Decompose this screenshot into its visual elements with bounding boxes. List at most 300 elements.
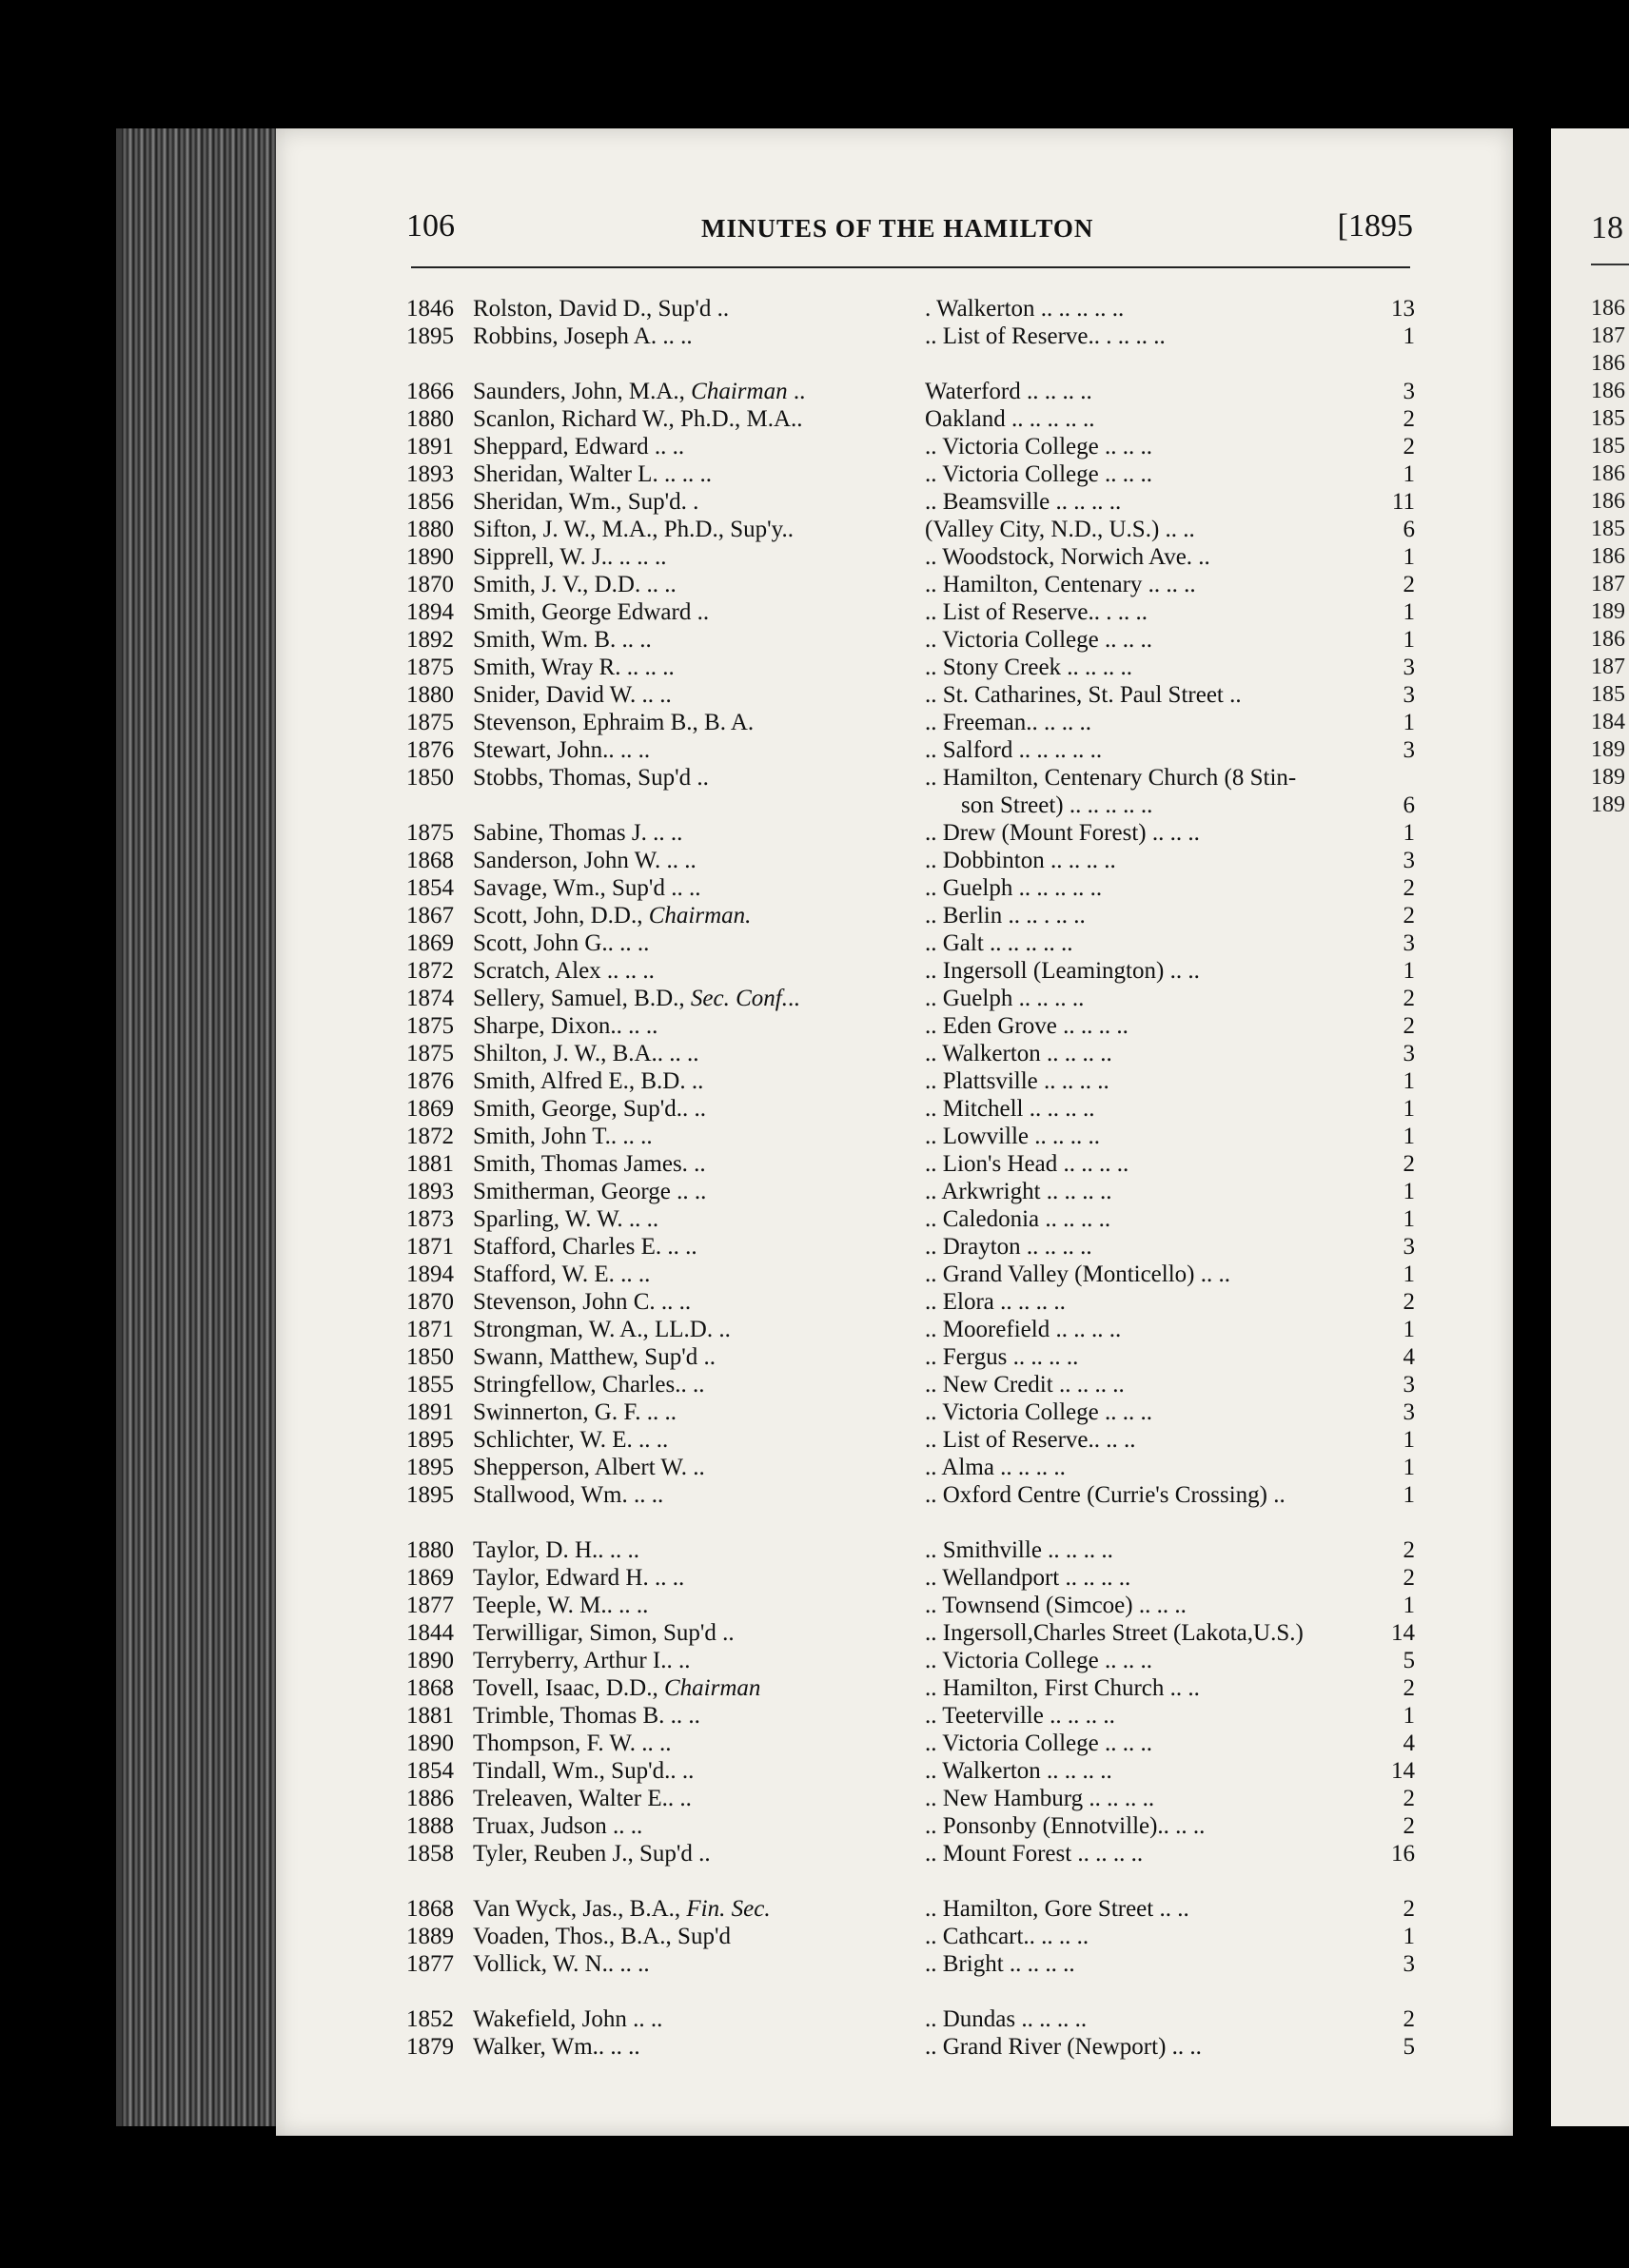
entry-name: Sipprell, W. J.. .. .. ..	[473, 544, 667, 570]
entry-row	[406, 1234, 1434, 1261]
entry-year: 1854	[406, 1758, 454, 1784]
entry-row	[406, 406, 1434, 434]
entry-row	[406, 379, 1434, 406]
entry-name: Thompson, F. W. .. ..	[473, 1730, 672, 1756]
entry-name: Smith, J. V., D.D. .. ..	[473, 572, 677, 597]
entry-station: .. Bright .. .. .. ..	[925, 1951, 1075, 1977]
next-page-year: 186	[1591, 379, 1625, 403]
entry-year: 1874	[406, 986, 454, 1011]
entry-station: .. Walkerton .. .. .. ..	[925, 1758, 1112, 1784]
entry-name: Terryberry, Arthur I.. ..	[473, 1648, 691, 1673]
entry-year: 1892	[406, 627, 454, 653]
entry-name: Smith, George, Sup'd.. ..	[473, 1096, 707, 1122]
entry-row	[406, 599, 1434, 627]
entry-years-count: 2	[1403, 875, 1415, 901]
entry-years-count: 14	[1391, 1620, 1415, 1646]
next-page-rule	[1591, 264, 1629, 265]
entry-station: .. Ponsonby (Ennotville).. .. ..	[925, 1813, 1206, 1839]
entry-year: 1877	[406, 1593, 454, 1618]
entry-station: .. Stony Creek .. .. .. ..	[925, 655, 1133, 680]
entry-name: Shilton, J. W., B.A.. .. ..	[473, 1041, 699, 1066]
entry-station: .. Teeterville .. .. .. ..	[925, 1703, 1115, 1729]
entry-name: Sparling, W. W. .. ..	[473, 1206, 659, 1232]
entry-year: 1893	[406, 1179, 454, 1204]
next-page-year: 186	[1591, 544, 1625, 569]
entry-years-count: 1	[1403, 1261, 1415, 1287]
entry-years-count: 3	[1403, 848, 1415, 873]
entry-year: 1886	[406, 1786, 454, 1811]
entry-year: 1880	[406, 517, 454, 542]
next-page-year: 184	[1591, 710, 1625, 734]
entry-name: Swann, Matthew, Sup'd ..	[473, 1344, 716, 1370]
book-page-edges	[116, 128, 282, 2126]
entry-row	[406, 323, 1434, 351]
entry-row	[406, 903, 1434, 930]
entry-year: 1876	[406, 1068, 454, 1094]
entry-office: Chairman	[691, 379, 788, 404]
entry-name: Smith, John T.. .. ..	[473, 1124, 653, 1149]
entry-row	[406, 848, 1434, 875]
entry-row	[406, 765, 1434, 792]
entry-row	[406, 1786, 1434, 1813]
entry-years-count: 14	[1391, 1758, 1415, 1784]
entry-station: .. Hamilton, Centenary .. .. ..	[925, 572, 1196, 597]
entry-row	[406, 489, 1434, 517]
entry-years-count: 3	[1403, 930, 1415, 956]
entry-station: .. Plattsville .. .. .. ..	[925, 1068, 1109, 1094]
entry-year: 1889	[406, 1924, 454, 1949]
entry-row	[406, 737, 1434, 765]
entry-year: 1877	[406, 1951, 454, 1977]
entry-years-count: 1	[1403, 958, 1415, 984]
entry-year: 1876	[406, 737, 454, 763]
entry-year: 1844	[406, 1620, 454, 1646]
entry-station: .. Victoria College .. .. ..	[925, 1730, 1152, 1756]
entry-row	[406, 986, 1434, 1013]
entry-row	[406, 1261, 1434, 1289]
entry-name: Sifton, J. W., M.A., Ph.D., Sup'y..	[473, 517, 794, 542]
entry-year: 1880	[406, 1537, 454, 1563]
entry-station: .. Lowville .. .. .. ..	[925, 1124, 1101, 1149]
entry-station: .. Drew (Mount Forest) .. .. ..	[925, 820, 1200, 846]
entry-name: Sanderson, John W. .. ..	[473, 848, 697, 873]
entry-name: Sharpe, Dixon.. .. ..	[473, 1013, 658, 1039]
entry-name: Snider, David W. .. ..	[473, 682, 672, 708]
entry-station: .. Guelph .. .. .. ..	[925, 986, 1085, 1011]
entry-station: .. Drayton .. .. .. ..	[925, 1234, 1092, 1260]
entry-year: 1871	[406, 1234, 454, 1260]
entry-year: 1875	[406, 1041, 454, 1066]
entry-year: 1895	[406, 1427, 454, 1453]
entry-name: Scanlon, Richard W., Ph.D., M.A..	[473, 406, 803, 432]
entry-years-count: 3	[1403, 655, 1415, 680]
entry-years-count: 13	[1391, 296, 1415, 322]
page-year: [1895	[1337, 208, 1413, 244]
entry-station: Waterford .. .. .. ..	[925, 379, 1092, 404]
page-header	[406, 203, 1413, 250]
entry-row	[406, 1841, 1434, 1868]
entry-office: Chairman.	[648, 903, 752, 929]
entry-row	[406, 1703, 1434, 1730]
entry-station: .. Elora .. .. .. ..	[925, 1289, 1066, 1315]
entry-station: .. List of Reserve.. . .. .. ..	[925, 323, 1166, 349]
entry-years-count: 3	[1403, 379, 1415, 404]
entry-years-count: 2	[1403, 1786, 1415, 1811]
entry-year: 1846	[406, 296, 454, 322]
entry-years-count: 1	[1403, 1427, 1415, 1453]
entry-name: Savage, Wm., Sup'd .. ..	[473, 875, 701, 901]
entry-row	[406, 1730, 1434, 1758]
entry-name: Taylor, D. H.. .. ..	[473, 1537, 639, 1563]
entry-years-count: 1	[1403, 820, 1415, 846]
entry-name: Saunders, John, M.A., Chairman ..	[473, 379, 806, 404]
entry-years-count: 5	[1403, 1648, 1415, 1673]
entry-row	[406, 710, 1434, 737]
entry-year: 1893	[406, 461, 454, 487]
next-page-fragment	[1551, 128, 1629, 2126]
entry-years-count: 1	[1403, 1124, 1415, 1149]
entry-row	[406, 1648, 1434, 1675]
entry-year: 1890	[406, 544, 454, 570]
entry-years-count: 2	[1403, 1537, 1415, 1563]
entry-years-count: 1	[1403, 1096, 1415, 1122]
entry-row	[406, 958, 1434, 986]
next-page-year: 186	[1591, 627, 1625, 652]
page-number: 106	[406, 208, 455, 244]
entry-row	[406, 1924, 1434, 1951]
entry-station: .. Freeman.. .. .. ..	[925, 710, 1091, 735]
entry-name: Smitherman, George .. ..	[473, 1179, 707, 1204]
entry-years-count: 1	[1403, 323, 1415, 349]
entry-years-count: 3	[1403, 1234, 1415, 1260]
entry-row	[406, 1758, 1434, 1786]
entry-name: Teeple, W. M.. .. ..	[473, 1593, 649, 1618]
entry-row	[406, 1399, 1434, 1427]
entry-year: 1875	[406, 1013, 454, 1039]
entry-station: .. Mitchell .. .. .. ..	[925, 1096, 1095, 1122]
entry-years-count: 1	[1403, 1924, 1415, 1949]
header-rule	[411, 266, 1410, 268]
section-gap	[406, 351, 1434, 379]
entry-year: 1894	[406, 1261, 454, 1287]
entry-name: Smith, Thomas James. ..	[473, 1151, 706, 1177]
entry-row	[406, 1896, 1434, 1924]
section-gap	[406, 1510, 1434, 1537]
entry-station: .. Arkwright .. .. .. ..	[925, 1179, 1112, 1204]
entry-row	[406, 2034, 1434, 2062]
entry-name: Smith, Alfred E., B.D. ..	[473, 1068, 704, 1094]
entry-station: .. St. Catharines, St. Paul Street ..	[925, 682, 1242, 708]
entry-station: .. Walkerton .. .. .. ..	[925, 1041, 1112, 1066]
entry-name: Terwilligar, Simon, Sup'd ..	[473, 1620, 735, 1646]
entry-year: 1850	[406, 765, 454, 791]
entry-name: Scott, John G.. .. ..	[473, 930, 650, 956]
entry-station: .. Grand Valley (Monticello) .. ..	[925, 1261, 1230, 1287]
entry-station: . Walkerton .. .. .. .. ..	[925, 296, 1125, 322]
entry-year: 1869	[406, 1096, 454, 1122]
entry-office: Sec. Conf.	[690, 986, 788, 1011]
next-page-year: 187	[1591, 572, 1625, 596]
entry-years-count: 2	[1403, 1565, 1415, 1591]
entry-name: Smith, Wray R. .. .. ..	[473, 655, 675, 680]
entry-year: 1868	[406, 1896, 454, 1922]
entry-station: .. Hamilton, First Church .. ..	[925, 1675, 1200, 1701]
entry-years-count: 3	[1403, 1372, 1415, 1398]
entry-years-count: 2	[1403, 1151, 1415, 1177]
entry-year: 1871	[406, 1317, 454, 1342]
entry-years-count: 3	[1403, 1041, 1415, 1066]
next-page-year: 187	[1591, 323, 1625, 348]
entry-station: .. Townsend (Simcoe) .. .. ..	[925, 1593, 1187, 1618]
entry-station: .. Cathcart.. .. .. ..	[925, 1924, 1089, 1949]
entry-year: 1890	[406, 1648, 454, 1673]
entry-name: Sheridan, Wm., Sup'd. .	[473, 489, 699, 515]
entry-name: Scratch, Alex .. .. ..	[473, 958, 655, 984]
entry-year: 1867	[406, 903, 454, 929]
station-list	[406, 296, 1434, 2062]
entry-station: .. New Credit .. .. .. ..	[925, 1372, 1125, 1398]
entry-year: 1869	[406, 930, 454, 956]
entry-name: Stafford, Charles E. .. ..	[473, 1234, 697, 1260]
entry-station: .. Eden Grove .. .. .. ..	[925, 1013, 1129, 1039]
entry-years-count: 2	[1403, 434, 1415, 459]
entry-years-count: 2	[1403, 1289, 1415, 1315]
entry-years-count: 6	[1403, 517, 1415, 542]
entry-name: Tindall, Wm., Sup'd.. ..	[473, 1758, 695, 1784]
entry-row	[406, 1951, 1434, 1979]
entry-year: 1872	[406, 958, 454, 984]
entry-year: 1895	[406, 323, 454, 349]
entry-years-count: 2	[1403, 1813, 1415, 1839]
entry-name: Swinnerton, G. F. .. ..	[473, 1399, 677, 1425]
entry-row	[406, 1620, 1434, 1648]
entry-year: 1869	[406, 1565, 454, 1591]
entry-station: son Street) .. .. .. .. ..	[961, 792, 1153, 818]
entry-years-count: 2	[1403, 572, 1415, 597]
entry-station: .. Ingersoll (Leamington) .. ..	[925, 958, 1200, 984]
entry-row	[406, 1537, 1434, 1565]
next-page-header: 18	[1591, 210, 1623, 245]
entry-station: .. Oxford Centre (Currie's Crossing) ..	[925, 1482, 1286, 1508]
entry-row	[406, 1593, 1434, 1620]
next-page-year: 185	[1591, 682, 1625, 707]
entry-years-count: 2	[1403, 1675, 1415, 1701]
entry-years-count: 1	[1403, 1455, 1415, 1480]
entry-year: 1870	[406, 1289, 454, 1315]
entry-name: Scott, John, D.D., Chairman.	[473, 903, 752, 929]
entry-years-count: 3	[1403, 1399, 1415, 1425]
entry-row	[406, 296, 1434, 323]
entry-year: 1891	[406, 434, 454, 459]
entry-row	[406, 1427, 1434, 1455]
entry-years-count: 1	[1403, 599, 1415, 625]
entry-year: 1881	[406, 1703, 454, 1729]
entry-station: .. Woodstock, Norwich Ave. ..	[925, 544, 1210, 570]
entry-name: Stringfellow, Charles.. ..	[473, 1372, 705, 1398]
entry-years-count: 4	[1403, 1730, 1415, 1756]
entry-years-count: 4	[1403, 1344, 1415, 1370]
entry-year: 1866	[406, 379, 454, 404]
entry-station: .. Victoria College .. .. ..	[925, 1648, 1152, 1673]
entry-years-count: 2	[1403, 903, 1415, 929]
entry-station: .. Victoria College .. .. ..	[925, 627, 1152, 653]
entry-row	[406, 1344, 1434, 1372]
next-page-year: 189	[1591, 737, 1625, 762]
entry-station: Oakland .. .. .. .. ..	[925, 406, 1095, 432]
entry-name: Truax, Judson .. ..	[473, 1813, 643, 1839]
entry-station: .. Mount Forest .. .. .. ..	[925, 1841, 1144, 1867]
entry-station: .. List of Reserve.. . .. ..	[925, 599, 1148, 625]
entry-row	[406, 517, 1434, 544]
entry-row	[406, 1813, 1434, 1841]
entry-station: .. Grand River (Newport) .. ..	[925, 2034, 1202, 2060]
entry-name: Stobbs, Thomas, Sup'd ..	[473, 765, 709, 791]
entry-year: 1891	[406, 1399, 454, 1425]
entry-years-count: 1	[1403, 1482, 1415, 1508]
entry-years-count: 1	[1403, 1068, 1415, 1094]
entry-name: Smith, Wm. B. .. ..	[473, 627, 652, 653]
entry-name: Tovell, Isaac, D.D., Chairman	[473, 1675, 761, 1701]
entry-row	[406, 1289, 1434, 1317]
entry-year: 1880	[406, 682, 454, 708]
entry-row	[406, 1317, 1434, 1344]
entry-year: 1888	[406, 1813, 454, 1839]
entry-station: .. Beamsville .. .. .. ..	[925, 489, 1122, 515]
entry-row	[406, 627, 1434, 655]
entry-row	[406, 1151, 1434, 1179]
entry-name: Schlichter, W. E. .. ..	[473, 1427, 669, 1453]
entry-station: .. Fergus .. .. .. ..	[925, 1344, 1079, 1370]
entry-year: 1868	[406, 848, 454, 873]
entry-year: 1850	[406, 1344, 454, 1370]
entry-year: 1890	[406, 1730, 454, 1756]
entry-name: Shepperson, Albert W. ..	[473, 1455, 705, 1480]
entry-years-count: 3	[1403, 737, 1415, 763]
entry-station: .. Hamilton, Gore Street .. ..	[925, 1896, 1189, 1922]
entry-year: 1875	[406, 710, 454, 735]
entry-year: 1856	[406, 489, 454, 515]
entry-years-count: 1	[1403, 710, 1415, 735]
entry-name: Stallwood, Wm. .. ..	[473, 1482, 664, 1508]
entry-row	[406, 1482, 1434, 1510]
entry-row	[406, 461, 1434, 489]
entry-year: 1873	[406, 1206, 454, 1232]
entry-row	[406, 682, 1434, 710]
next-page-year: 185	[1591, 406, 1625, 431]
entry-years-count: 5	[1403, 2034, 1415, 2060]
entry-years-count: 2	[1403, 2006, 1415, 2032]
next-page-year: 189	[1591, 765, 1625, 790]
entry-station: .. Moorefield .. .. .. ..	[925, 1317, 1122, 1342]
next-page-year: 189	[1591, 599, 1625, 624]
next-page-year: 186	[1591, 489, 1625, 514]
entry-row	[406, 1675, 1434, 1703]
entry-name: Stewart, John.. .. ..	[473, 737, 651, 763]
entry-year: 1854	[406, 875, 454, 901]
entry-row	[406, 1096, 1434, 1124]
entry-name: Strongman, W. A., LL.D. ..	[473, 1317, 731, 1342]
entry-name: Smith, George Edward ..	[473, 599, 710, 625]
entry-year: 1868	[406, 1675, 454, 1701]
entry-years-count: 1	[1403, 627, 1415, 653]
entry-years-count: 2	[1403, 406, 1415, 432]
entry-name: Van Wyck, Jas., B.A., Fin. Sec.	[473, 1896, 771, 1922]
entry-station: .. Salford .. .. .. .. ..	[925, 737, 1103, 763]
entry-station: .. Guelph .. .. .. .. ..	[925, 875, 1103, 901]
entry-name: Rolston, David D., Sup'd ..	[473, 296, 730, 322]
entry-years-count: 1	[1403, 1703, 1415, 1729]
entry-name: Sheridan, Walter L. .. .. ..	[473, 461, 712, 487]
entry-row	[406, 1179, 1434, 1206]
entry-station: .. Wellandport .. .. .. ..	[925, 1565, 1131, 1591]
next-page-year: 185	[1591, 517, 1625, 541]
section-gap	[406, 1979, 1434, 2006]
entry-station: .. Galt .. .. .. .. ..	[925, 930, 1073, 956]
entry-name: Wakefield, John .. ..	[473, 2006, 663, 2032]
entry-name: Walker, Wm.. .. ..	[473, 2034, 640, 2060]
entry-name: Sabine, Thomas J. .. ..	[473, 820, 683, 846]
next-page-year: 186	[1591, 296, 1625, 321]
entry-name: Voaden, Thos., B.A., Sup'd	[473, 1924, 731, 1949]
entry-row	[406, 1013, 1434, 1041]
entry-years-count: 3	[1403, 1951, 1415, 1977]
entry-row	[406, 434, 1434, 461]
entry-years-count: 1	[1403, 1593, 1415, 1618]
entry-row	[406, 1206, 1434, 1234]
entry-row	[406, 544, 1434, 572]
entry-years-count: 11	[1391, 489, 1415, 515]
entry-name: Stevenson, John C. .. ..	[473, 1289, 692, 1315]
entry-station: .. Berlin .. .. . .. ..	[925, 903, 1086, 929]
entry-years-count: 2	[1403, 1013, 1415, 1039]
entry-office: Fin. Sec.	[686, 1896, 771, 1922]
entry-station: .. Alma .. .. .. ..	[925, 1455, 1066, 1480]
entry-year: 1895	[406, 1455, 454, 1480]
entry-row	[406, 1068, 1434, 1096]
next-page-year: 187	[1591, 655, 1625, 679]
entry-name: Taylor, Edward H. .. ..	[473, 1565, 685, 1591]
next-page-year: 186	[1591, 461, 1625, 486]
entry-year: 1852	[406, 2006, 454, 2032]
entry-years-count: 3	[1403, 682, 1415, 708]
entry-year: 1881	[406, 1151, 454, 1177]
entry-station: .. Smithville .. .. .. ..	[925, 1537, 1113, 1563]
entry-years-count: 2	[1403, 986, 1415, 1011]
entry-years-count: 2	[1403, 1896, 1415, 1922]
entry-year: 1872	[406, 1124, 454, 1149]
entry-name: Vollick, W. N.. .. ..	[473, 1951, 650, 1977]
entry-years-count: 1	[1403, 1317, 1415, 1342]
section-gap	[406, 1868, 1434, 1896]
entry-year: 1895	[406, 1482, 454, 1508]
entry-station: .. Hamilton, Centenary Church (8 Stin-	[925, 765, 1297, 791]
entry-years-count: 1	[1403, 1206, 1415, 1232]
entry-row	[406, 572, 1434, 599]
running-title: MINUTES OF THE HAMILTON	[701, 214, 1094, 243]
entry-name: Trimble, Thomas B. .. ..	[473, 1703, 700, 1729]
entry-year: 1858	[406, 1841, 454, 1867]
entry-name: Robbins, Joseph A. .. ..	[473, 323, 693, 349]
entry-years-count: 1	[1403, 544, 1415, 570]
entry-station: .. List of Reserve.. .. ..	[925, 1427, 1136, 1453]
entry-name: Sheppard, Edward .. ..	[473, 434, 685, 459]
entry-row	[406, 930, 1434, 958]
entry-name: Stafford, W. E. .. ..	[473, 1261, 651, 1287]
entry-row	[406, 655, 1434, 682]
entry-station: .. Victoria College .. .. ..	[925, 434, 1152, 459]
entry-years-count: 16	[1391, 1841, 1415, 1867]
entry-row	[406, 875, 1434, 903]
